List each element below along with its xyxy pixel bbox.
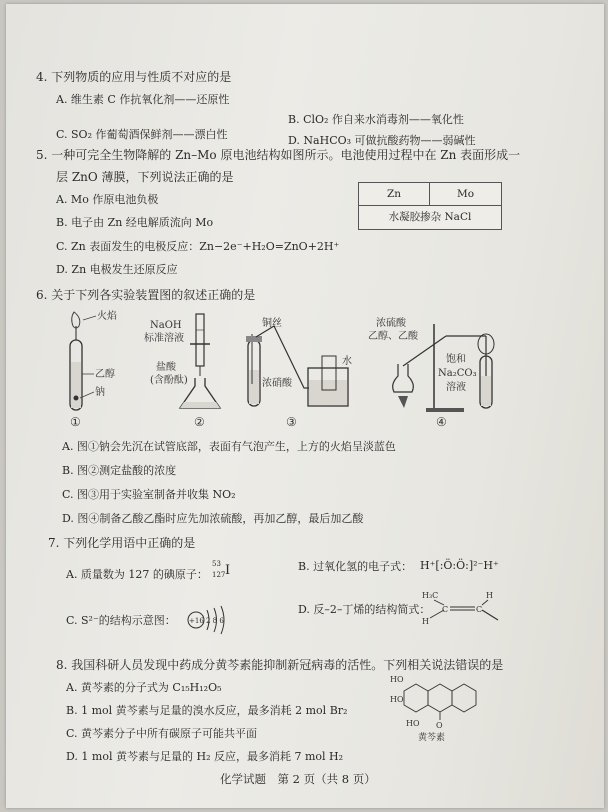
q5-option-c: C. Zn 表面发生的电极反应：Zn−2e⁻+H₂O=ZnO+2H⁺ — [56, 240, 340, 253]
q8-stem: 8. 我国科研人员发现中药成分黄芩素能抑制新冠病毒的活性。下列相关说法错误的是 — [56, 658, 504, 672]
baicalein-ho-1: HO — [390, 675, 404, 684]
mo-electrode-label: Mo — [456, 188, 475, 200]
q8-option-b: B. 1 mol 黄芩素与足量的溴水反应，最多消耗 2 mol Br₂ — [66, 704, 348, 717]
sulfide-nucleus-label: +16 — [189, 617, 204, 625]
fig4-number: ④ — [436, 415, 447, 429]
fig4-ethanol-acetic-label: 乙醇、乙酸 — [368, 331, 418, 342]
baicalein-ho-2: HO — [390, 695, 404, 704]
figure-1-sodium-ethanol — [70, 309, 117, 429]
fig1-ethanol-label: 乙醇 — [95, 369, 115, 380]
fig1-sodium-label: 钠 — [95, 387, 105, 398]
exam-page — [6, 4, 604, 808]
iodine-atomic-number: 53 — [212, 560, 221, 568]
q4-option-c: C. SO₂ 作葡萄酒保鲜剂——漂白性 — [56, 128, 228, 141]
baicalein-ho-3: HO — [406, 719, 420, 728]
q4-stem: 4. 下列物质的应用与性质不对应的是 — [36, 70, 232, 84]
trans-2-butene-structure — [420, 588, 504, 628]
fig3-copper-wire-label: 铜丝 — [262, 318, 282, 329]
q4-option-b: B. ClO₂ 作自来水消毒剂——氧化性 — [288, 113, 464, 126]
q6-option-d: D. 图④制备乙酸乙酯时应先加浓硫酸，再加乙醇，最后加乙酸 — [62, 512, 364, 525]
q5-option-b: B. 电子由 Zn 经电解质流向 Mo — [56, 216, 214, 229]
sulfide-structure-diagram — [184, 602, 234, 638]
q8-option-a: A. 黄芩素的分子式为 C₁₅H₁₂O₅ — [66, 681, 222, 694]
butene-h-top-label: H — [486, 591, 493, 600]
fig2-phenolphthalein-label: (含酚酞) — [150, 375, 188, 386]
electrolyte-label: 水凝胶掺杂 NaCl — [388, 211, 472, 223]
butene-ch3-label: H₃C — [422, 591, 439, 600]
fig4-solution-label: 溶液 — [446, 382, 466, 393]
fig2-number: ② — [194, 415, 205, 429]
sulfide-shells-label: 2 8 6 — [206, 617, 224, 625]
q7-option-a: A. 质量数为 127 的碘原子： — [66, 568, 208, 581]
figure-4-ester-prep — [368, 316, 494, 429]
butene-h-bottom-label: H — [422, 617, 429, 626]
q7-option-b: B. 过氧化氢的电子式： — [298, 560, 413, 573]
fig4-sulfuric-acid-label: 浓硫酸 — [376, 318, 406, 329]
fig1-flame-label: 火焰 — [97, 311, 117, 322]
q4-option-d: D. NaHCO₃ 可做抗酸药物——弱碱性 — [288, 134, 476, 147]
q6-option-b: B. 图②测定盐酸的浓度 — [62, 464, 177, 477]
q6-stem: 6. 关于下列各实验装置图的叙述正确的是 — [36, 288, 256, 302]
iodine-mass-number: 127 — [212, 571, 226, 579]
fig2-standard-solution-label: 标准溶液 — [144, 333, 184, 344]
baicalein-name-label: 黄芩素 — [418, 733, 446, 743]
q7-option-d: D. 反–2–丁烯的结构简式： — [298, 603, 431, 616]
fig2-hcl-label: 盐酸 — [156, 362, 176, 373]
figure-2-titration — [144, 314, 220, 429]
figure-3-no2-prep — [246, 316, 352, 429]
fig2-naoh-label: NaOH — [150, 320, 182, 331]
fig1-number: ① — [70, 415, 81, 429]
fig4-na2co3-label: Na₂CO₃ — [438, 368, 477, 379]
q8-option-d: D. 1 mol 黄芩素与足量的 H₂ 反应，最多消耗 7 mol H₂ — [66, 750, 344, 763]
fig3-water-label: 水 — [342, 356, 352, 367]
butene-carbon-2: C — [476, 605, 483, 614]
q5-stem-line1: 5. 一种可完全生物降解的 Zn–Mo 原电池结构如图所示。电池使用过程中在 Zn 表面形成一 — [36, 148, 521, 162]
q6-option-c: C. 图③用于实验室制备并收集 NO₂ — [62, 488, 236, 501]
q5-option-d: D. Zn 电极发生还原反应 — [56, 263, 178, 276]
q5-option-a: A. Mo 作原电池负极 — [56, 193, 159, 206]
baicalein-carbonyl-o: O — [436, 721, 443, 730]
baicalein-structure — [390, 672, 490, 744]
iodine-symbol: I — [225, 563, 231, 578]
page-footer: 化学试题 第 2 页（共 8 页） — [220, 772, 376, 786]
butene-carbon-1: C — [442, 605, 449, 614]
fig4-saturated-label: 饱和 — [446, 354, 466, 365]
q4-option-a: A. 维生素 C 作抗氧化剂——还原性 — [56, 93, 230, 106]
fig3-number: ③ — [286, 415, 297, 429]
zn-electrode-label: Zn — [359, 183, 430, 205]
q8-option-c: C. 黄芩素分子中所有碳原子可能共平面 — [66, 727, 258, 740]
peroxide-electron-formula: H⁺[:Ö:Ö:]²⁻H⁺ — [420, 559, 499, 572]
battery-diagram — [358, 182, 502, 230]
q6-option-a: A. 图①钠会先沉在试管底部，表面有气泡产生，上方的火焰呈淡蓝色 — [62, 440, 396, 453]
q7-stem: 7. 下列化学用语中正确的是 — [48, 536, 196, 550]
q5-stem-line2: 层 ZnO 薄膜，下列说法正确的是 — [56, 170, 234, 184]
apparatus-figures — [46, 304, 516, 432]
iodine-nuclide-symbol — [212, 560, 242, 586]
fig3-nitric-acid-label: 浓硝酸 — [262, 378, 292, 389]
q7-option-c: C. S²⁻的结构示意图： — [66, 614, 176, 627]
